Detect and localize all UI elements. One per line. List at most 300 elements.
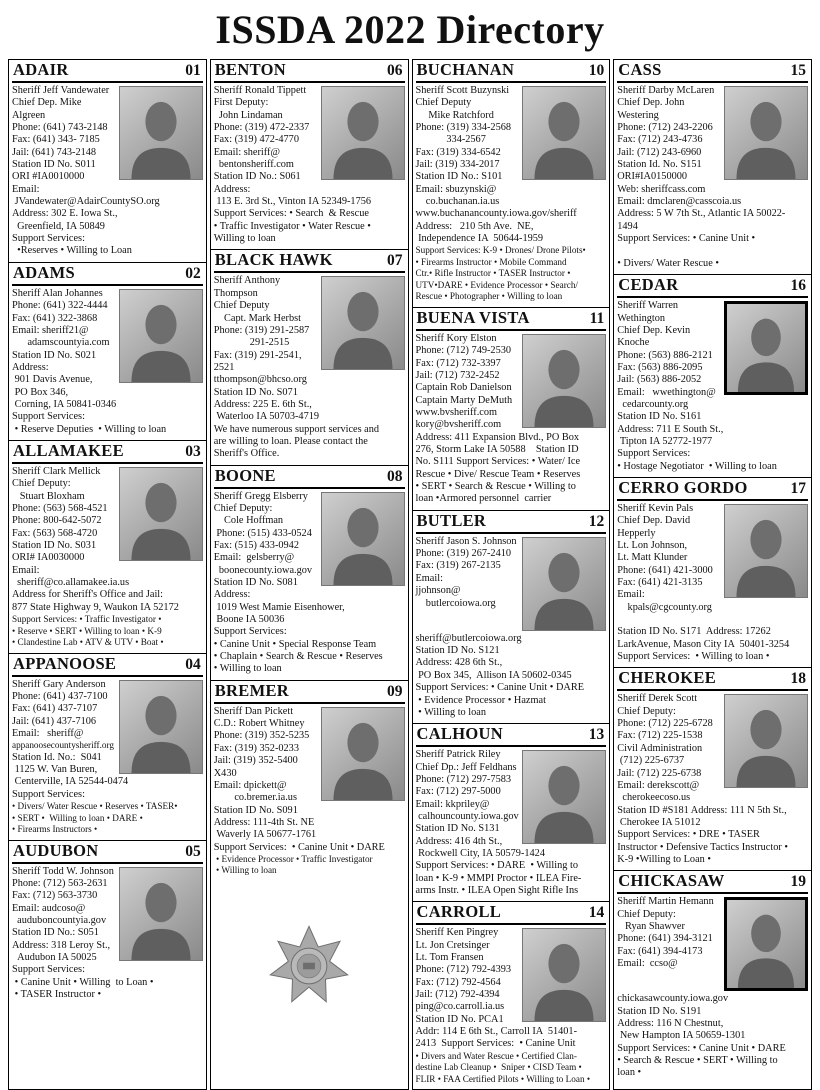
detail-line: Chief Dep. David Hepperly	[617, 515, 693, 539]
detail-line: Waverly IA 50677-1761	[213, 829, 317, 841]
detail-line: Address:	[213, 589, 251, 601]
detail-line: ORI #IA0010000	[12, 171, 85, 183]
detail-line: • Divers/ Water Rescue •	[617, 257, 719, 269]
detail-line: Fax: (712) 225-1538	[617, 730, 703, 742]
detail-line: Email: dpickett@	[213, 779, 287, 791]
county-name: APPANOOSE	[13, 653, 117, 673]
page-title: ISSDA 2022 Directory	[215, 7, 605, 52]
detail-line: Email: wwethington@	[617, 386, 716, 398]
detail-line: Support Services:	[213, 626, 287, 638]
detail-line: Cherokee IA 51012	[617, 816, 701, 828]
county-number: 09	[387, 682, 403, 700]
detail-line: Chief Deputy:	[12, 478, 71, 490]
detail-line: Greenfield, IA 50849	[12, 220, 105, 232]
detail-line: Sheriff Scott Buzynski	[415, 85, 510, 96]
detail-line: Rescue • Dive/ Rescue Team • Reserves	[415, 468, 581, 480]
detail-line: Station ID No. S021	[12, 349, 97, 361]
county-entry	[9, 440, 206, 653]
detail-line: adamscountyia.com	[12, 337, 110, 349]
detail-line: Address: 302 E. Iowa St.,	[12, 208, 118, 220]
detail-line: • Search & Rescue • SERT • Willing to	[617, 1054, 778, 1066]
county-entry	[211, 680, 408, 881]
detail-line: Phone: (319) 352-5235	[213, 730, 310, 742]
detail-line: loan •	[617, 1067, 642, 1079]
detail-line: • Divers and Water Rescue • Certified Clan-	[415, 1050, 577, 1061]
county-number: 01	[185, 62, 201, 79]
detail-line: Support Services:	[12, 411, 85, 423]
county-details	[12, 677, 203, 836]
detail-line: • Chaplain • Search & Rescue • Reserves	[213, 651, 383, 663]
county-details	[214, 704, 405, 877]
county-number: 15	[790, 62, 806, 79]
detail-line: (712) 225-6737	[617, 755, 685, 767]
county-header	[12, 654, 203, 677]
county-entry	[211, 465, 408, 680]
county-name: CHEROKEE	[618, 668, 717, 688]
detail-line: Support Services:	[12, 788, 85, 800]
detail-line: Address: 5 W 7th St., Atlantic IA 50022-	[617, 208, 786, 220]
county-entry	[413, 307, 610, 510]
detail-line: Chief Dp.: Jeff Feldhans	[415, 761, 517, 773]
detail-line: Phone: (712) 243-2206	[617, 122, 713, 134]
detail-line: Address for Sheriff's Office and Jail:	[12, 589, 164, 601]
detail-line: Email:	[415, 572, 443, 584]
detail-line: Chief Deputy:	[213, 502, 273, 514]
detail-line: Fax: (641) 394-4173	[617, 945, 703, 957]
detail-line: • SERT • Search & Rescue • Willing to	[415, 481, 576, 493]
detail-line: Sheriff Clark Mellick	[12, 465, 101, 477]
detail-line: Station ID No. S121	[415, 645, 500, 657]
sheriff-photo	[522, 334, 606, 428]
detail-line: Email: derekscott@	[617, 779, 700, 791]
detail-line: co.buchanan.ia.us	[415, 196, 500, 208]
detail-line: Fax: (641) 437-7107	[12, 703, 98, 715]
detail-line: Jail: (641) 743-2148	[12, 146, 97, 158]
county-details	[12, 464, 203, 649]
county-entry	[614, 870, 811, 1083]
detail-line	[617, 245, 808, 257]
detail-line: Chief Dep. John Westering	[617, 97, 687, 121]
detail-line: Support Services: • Traffic Investigator •	[12, 614, 162, 625]
county-number: 10	[588, 62, 605, 79]
detail-line: First Deputy:	[213, 97, 269, 109]
detail-line: Phone: (319) 267-2410	[415, 548, 512, 560]
county-entry	[413, 723, 610, 901]
county-name: CARROLL	[416, 902, 502, 922]
county-details	[617, 298, 808, 473]
detail-line: Sheriff Jeff Vandewater	[12, 85, 110, 96]
issda-star-badge	[211, 881, 408, 1089]
county-header	[214, 60, 405, 83]
county-name: CALHOUN	[416, 724, 503, 744]
county-header	[214, 681, 405, 704]
detail-line: Lt. Matt Klunder	[617, 552, 688, 564]
detail-line: Phone: (712) 297-7583	[415, 773, 512, 785]
detail-line: C.D.: Robert Whitney	[213, 718, 305, 730]
detail-line: Fax: (563) 886-2095	[617, 361, 703, 373]
detail-line: No. S111 Support Services: • Water/ Ice	[415, 456, 581, 468]
detail-line: Tipton IA 52772-1977	[617, 435, 713, 447]
detail-line: • Canine Unit • Willing to Loan •	[12, 976, 154, 988]
detail-line: Ryan Shawver	[617, 920, 685, 932]
county-number: 07	[387, 252, 403, 270]
detail-line: Fax: (712) 297-5000	[415, 786, 501, 798]
sheriff-photo	[522, 750, 606, 844]
detail-line: Email: sheriff@	[12, 727, 84, 739]
detail-line: Station ID No. S161	[617, 411, 702, 423]
county-details	[12, 83, 203, 258]
detail-line: Sheriff's Office.	[213, 448, 280, 460]
county-entry	[413, 510, 610, 723]
detail-line: Sheriff Patrick Riley	[415, 749, 501, 761]
detail-line: www.bvsheriff.com	[415, 407, 497, 419]
detail-line: UTV•DARE • Evidence Processor • Search/	[415, 279, 578, 290]
county-header	[416, 724, 607, 747]
detail-line: Mike Ratchford	[415, 109, 494, 121]
detail-line: Support Services: • Canine Unit • DARE	[213, 841, 385, 853]
detail-line: kory@bvsheriff.com	[415, 419, 502, 431]
directory-column	[8, 59, 207, 1090]
sheriff-photo	[321, 86, 405, 180]
detail-line: • Hostage Negotiator • Willing to loan	[617, 460, 777, 472]
county-number: 02	[185, 264, 201, 282]
detail-line: • Evidence Processor • Traffic Investigator	[213, 853, 373, 864]
county-name: ADAIR	[13, 60, 69, 79]
detail-line: New Hampton IA 50659-1301	[617, 1030, 746, 1042]
detail-line: Sheriff Todd W. Johnson	[12, 865, 114, 877]
detail-line: Station ID No. S011	[12, 159, 96, 171]
county-details	[617, 501, 808, 663]
county-header	[617, 871, 808, 894]
detail-line: Phone: (515) 433-0524	[213, 527, 312, 539]
detail-line: •Reserves • Willing to Loan	[12, 245, 132, 257]
county-header	[12, 60, 203, 83]
detail-line: • Traffic Investigator • Water Rescue •	[213, 220, 371, 232]
detail-line: Independence IA 50644-1959	[415, 233, 544, 245]
county-name: BOONE	[214, 465, 276, 485]
sheriff-photo	[522, 928, 606, 1022]
detail-line: Fax: (319) 291-2541, 2521	[213, 349, 305, 373]
detail-line: Fax: (712) 732-3397	[415, 357, 501, 369]
detail-line: Audubon IA 50025	[12, 952, 97, 964]
detail-line: Lt. Tom Fransen	[415, 952, 484, 963]
county-entry	[614, 477, 811, 667]
county-entry	[614, 667, 811, 870]
detail-line: Chief Deputy	[213, 300, 270, 312]
county-name: BUCHANAN	[416, 60, 515, 79]
detail-line: 291-2515	[213, 337, 290, 349]
county-name: CERRO GORDO	[618, 477, 748, 497]
detail-line: Phone: (712) 749-2530	[415, 345, 512, 357]
detail-line: • Reserve Deputies • Willing to loan	[12, 423, 167, 435]
detail-line: Station ID No.: S101	[415, 171, 503, 183]
sheriff-photo	[724, 301, 808, 395]
detail-line: • Willing to loan	[415, 706, 487, 718]
detail-line: Station ID No. S031	[12, 540, 97, 551]
detail-line: Jail: (712) 732-2452	[415, 370, 500, 381]
detail-line: Support Services:	[617, 448, 691, 460]
detail-line: Jail: (563) 886-2052	[617, 374, 702, 386]
county-details	[416, 83, 607, 303]
detail-line: sheriff@butlercoiowa.org	[415, 632, 522, 644]
detail-line: bentonsheriff.com	[213, 159, 294, 171]
detail-line: Web: sheriffcass.com	[617, 183, 706, 195]
detail-line: Rescue • Photographer • Willing to loan	[415, 291, 563, 302]
detail-line: Support Services:	[12, 964, 85, 976]
detail-line: Support Services:	[12, 233, 85, 245]
county-name: AUDUBON	[13, 840, 99, 860]
detail-line: Address: 711 E South St.,	[617, 423, 724, 435]
detail-line: 1019 West Mamie Eisenhower,	[213, 601, 345, 613]
detail-line: Fax: (319) 334-6542	[415, 146, 501, 158]
county-header	[214, 250, 405, 273]
county-name: BENTON	[214, 60, 286, 79]
detail-line: Phone: 800-642-5072	[12, 515, 102, 527]
detail-line: are willing to loan. Please contact the	[213, 435, 368, 447]
detail-line: LarkAvenue, Mason City IA 50401-3254	[617, 638, 790, 650]
county-entry	[9, 262, 206, 440]
directory-columns	[8, 59, 812, 1084]
detail-line: cherokeecoso.us	[617, 792, 691, 804]
detail-line: butlercoiowa.org	[415, 597, 496, 609]
detail-line: tthompson@bhcso.org	[213, 374, 307, 386]
county-header	[617, 668, 808, 691]
county-details	[416, 331, 607, 506]
detail-line: Fax: (515) 433-0942	[213, 540, 299, 551]
detail-line: Sheriff Ken Pingrey	[415, 927, 499, 939]
county-entry	[413, 60, 610, 307]
detail-line: Phone: (641) 322-4444	[12, 300, 108, 312]
detail-line: Station ID No.: S061	[213, 171, 301, 183]
county-details	[416, 747, 607, 897]
detail-line: Sheriff Alan Johannes	[12, 287, 103, 299]
detail-line: Instructor • Defensive Tactics Instructor •	[617, 841, 788, 853]
detail-line: Chief Dep. Kevin Knoche	[617, 324, 693, 349]
detail-line: jjohnson@	[415, 585, 461, 597]
county-entry	[413, 901, 610, 1089]
detail-line: Sheriff Kevin Pals	[617, 502, 694, 514]
county-details	[617, 894, 808, 1079]
detail-line: Fax: (712) 792-4564	[415, 976, 501, 988]
detail-line: Station ID No. S071	[213, 386, 298, 398]
detail-line: Support Services: • DRE • TASER	[617, 829, 760, 841]
sheriff-photo	[724, 504, 808, 598]
detail-line: Address: 318 Leroy St.,	[12, 939, 111, 951]
detail-line: Jail: (712) 225-6738	[617, 767, 702, 779]
detail-line: ping@co.carroll.ia.us	[415, 1001, 505, 1013]
detail-line: Email:	[12, 564, 40, 576]
directory-column	[613, 59, 812, 1090]
county-number: 04	[185, 655, 201, 673]
detail-line: Fax: (319) 267-2135	[415, 560, 501, 572]
county-name: ADAMS	[13, 262, 75, 282]
detail-line: Chief Deputy:	[617, 705, 676, 717]
county-header	[416, 60, 607, 83]
detail-line: Sheriff Martin Hemann	[617, 896, 714, 908]
county-name: BLACK HAWK	[214, 250, 333, 270]
detail-line: Email: dmclaren@casscoia.us	[617, 196, 742, 208]
detail-line: PO Box 345, Allison IA 50602-0345	[415, 669, 572, 681]
sheriff-photo	[119, 289, 203, 383]
detail-line: 334-2567	[415, 134, 486, 146]
detail-line: Phone: (712) 792-4393	[415, 964, 512, 976]
detail-line: Addr: 114 E 6th St., Carroll IA 51401-	[415, 1026, 577, 1038]
detail-line: Email: gelsberry@	[213, 552, 295, 564]
detail-line: Jail: (712) 792-4394	[415, 989, 500, 1001]
detail-line: Fax: (712) 563-3730	[12, 890, 98, 902]
detail-line: chickasawcounty.iowa.gov	[617, 993, 729, 1005]
county-header	[617, 275, 808, 298]
detail-line: Address:	[213, 183, 251, 195]
detail-line: Jail: (712) 243-6960	[617, 146, 702, 158]
detail-line: • Willing to loan	[213, 663, 282, 675]
detail-line: appanoosecountysheriff.org	[12, 740, 114, 751]
sheriff-photo	[522, 537, 606, 631]
detail-line: Civil Administration	[617, 742, 703, 754]
detail-line: boonecounty.iowa.gov	[213, 564, 313, 576]
detail-line: Sheriff Dan Pickett	[213, 705, 294, 717]
county-header	[12, 441, 203, 464]
county-header	[617, 60, 808, 83]
detail-line: PO Box 346,	[12, 386, 69, 398]
detail-line: Fax: (563) 568-4720	[12, 527, 98, 539]
detail-line: Phone: (319) 291-2587	[213, 324, 310, 336]
sheriff-photo	[119, 680, 203, 774]
sheriff-photo	[724, 694, 808, 788]
detail-line: • Canine Unit • Special Response Team	[213, 638, 377, 650]
detail-line: We have numerous support services and	[213, 423, 380, 435]
detail-line: 276, Storm Lake IA 50588 Station ID	[415, 444, 579, 456]
detail-line: • Evidence Processor • Hazmat	[415, 694, 546, 706]
detail-line: Fax: (641) 343- 7185	[12, 134, 100, 146]
county-name: BREMER	[214, 680, 289, 700]
detail-line: 1494	[617, 220, 638, 232]
detail-line: • Clandestine Lab • ATV & UTV • Boat •	[12, 637, 164, 648]
detail-line: auduboncountyia.gov	[12, 915, 107, 927]
detail-line: arms Instr. • ILEA Open Sight Rifle Ins	[415, 884, 579, 896]
county-name: CEDAR	[618, 275, 679, 295]
county-details	[617, 83, 808, 270]
detail-line: Phone: (712) 225-6728	[617, 718, 713, 730]
detail-line: co.bremer.ia.us	[213, 792, 297, 804]
detail-line: Address:	[12, 361, 49, 373]
detail-line: Phone: (563) 886-2121	[617, 349, 713, 361]
detail-line: Email: kkpriley@	[415, 798, 490, 810]
detail-line: Station ID No. S191	[617, 1005, 702, 1017]
detail-line: Support Services: • Canine Unit •	[617, 233, 756, 245]
detail-line: Support Services: • DARE • Willing to	[415, 860, 578, 872]
detail-line: Station Id. No.: S041	[12, 751, 102, 763]
detail-line: Capt. Mark Herbst	[213, 312, 301, 324]
county-details	[214, 489, 405, 676]
sheriff-photo	[321, 276, 405, 370]
county-header	[416, 308, 607, 331]
detail-line: Ctr.• Rifle Instructor • TASER Instructor •	[415, 268, 571, 279]
detail-line: JVandewater@AdairCountySO.org	[12, 196, 160, 208]
detail-line: Station ID No.: S051	[12, 927, 99, 939]
detail-line: • Divers/ Water Rescue • Reserves • TASER•	[12, 801, 178, 812]
detail-line: Sheriff Anthony Thompson	[213, 275, 283, 299]
detail-line: Address: 416 4th St.,	[415, 835, 503, 847]
detail-line: 113 E. 3rd St., Vinton IA 52349-1756	[213, 196, 372, 208]
detail-line: Captain Rob Danielson	[415, 382, 512, 394]
county-name: BUENA VISTA	[416, 307, 530, 327]
detail-line: Lt. Lon Johnson,	[617, 540, 688, 551]
county-number: 14	[588, 904, 605, 922]
detail-line: • Firearms Instructors •	[12, 824, 98, 835]
detail-line: Corning, IA 50841-0346	[12, 398, 117, 410]
detail-line: Captain Marty DeMuth	[415, 394, 513, 406]
detail-line: Cole Hoffman	[213, 515, 284, 527]
detail-line: Chief Deputy:	[617, 908, 676, 920]
detail-line: Willing to loan	[213, 233, 276, 245]
detail-line: ORI# IA0030000	[12, 552, 85, 564]
detail-line: calhouncounty.iowa.gov	[415, 810, 519, 822]
county-entry	[614, 274, 811, 477]
county-number: 05	[185, 842, 201, 860]
detail-line: Lt. Jon Cretsinger	[415, 939, 490, 951]
detail-line: Phone: (563) 568-4521	[12, 502, 108, 514]
detail-line: • Firearms Instructor • Mobile Command	[415, 256, 567, 267]
county-name: BUTLER	[416, 510, 487, 530]
detail-line: Email:	[12, 183, 40, 195]
county-entry	[9, 840, 206, 1006]
detail-line: Sheriff Darby McLaren	[617, 85, 715, 96]
detail-line: 877 State Highway 9, Waukon IA 52172	[12, 601, 179, 613]
detail-line: Sheriff Ronald Tippett	[213, 85, 307, 96]
detail-line: 2413 Support Services: • Canine Unit	[415, 1038, 576, 1050]
detail-line: Fax: (319) 472-4770	[213, 134, 299, 146]
detail-line: • SERT • Willing to loan • DARE •	[12, 812, 143, 823]
detail-line: Fax: (319) 352-0233	[213, 742, 299, 754]
detail-line: Email: audcoso@	[12, 902, 86, 914]
county-number: 19	[790, 873, 806, 891]
directory-column	[412, 59, 611, 1090]
detail-line: Phone: (319) 334-2568	[415, 122, 512, 134]
directory-column	[210, 59, 409, 1090]
detail-line: www.buchanancounty.iowa.gov/sheriff	[415, 208, 577, 220]
detail-line: Chief Deputy	[415, 97, 472, 109]
detail-line: Support Services: • Willing to loan •	[617, 651, 770, 663]
detail-line: Phone: (641) 743-2148	[12, 122, 108, 134]
detail-line: Fax: (641) 322-3868	[12, 312, 98, 324]
detail-line: Address: 116 N Chestnut,	[617, 1017, 724, 1029]
county-details	[617, 691, 808, 866]
detail-line: Address: 210 5th Ave. NE,	[415, 220, 534, 232]
county-header	[12, 263, 203, 286]
county-header	[416, 511, 607, 534]
detail-line: Sheriff Gregg Elsberry	[213, 490, 308, 502]
detail-line: destine Lab Cleanup • Sniper • CISD Team •	[415, 1062, 582, 1073]
detail-line: Address: 225 E. 6th St.,	[213, 398, 312, 410]
sheriff-photo	[522, 86, 606, 180]
detail-line: Phone: (641) 394-3121	[617, 933, 713, 945]
detail-line: Boone IA 50036	[213, 614, 285, 626]
county-header	[416, 902, 607, 925]
detail-line: Address: 428 6th St.,	[415, 657, 503, 669]
county-name: CASS	[618, 60, 662, 79]
county-header	[214, 466, 405, 489]
detail-line: Jail: (641) 437-7106	[12, 715, 97, 727]
detail-line: Fax: (641) 421-3135	[617, 577, 703, 589]
county-number: 08	[387, 467, 403, 485]
detail-line: Sheriff Kory Elston	[415, 332, 497, 344]
county-details	[214, 273, 405, 460]
detail-line: Address: 111-4th St. NE	[213, 816, 315, 828]
detail-line: Sheriff Gary Anderson	[12, 678, 106, 690]
detail-line: Fax: (712) 243-4736	[617, 134, 703, 146]
detail-line: cedarcounty.org	[617, 398, 689, 410]
